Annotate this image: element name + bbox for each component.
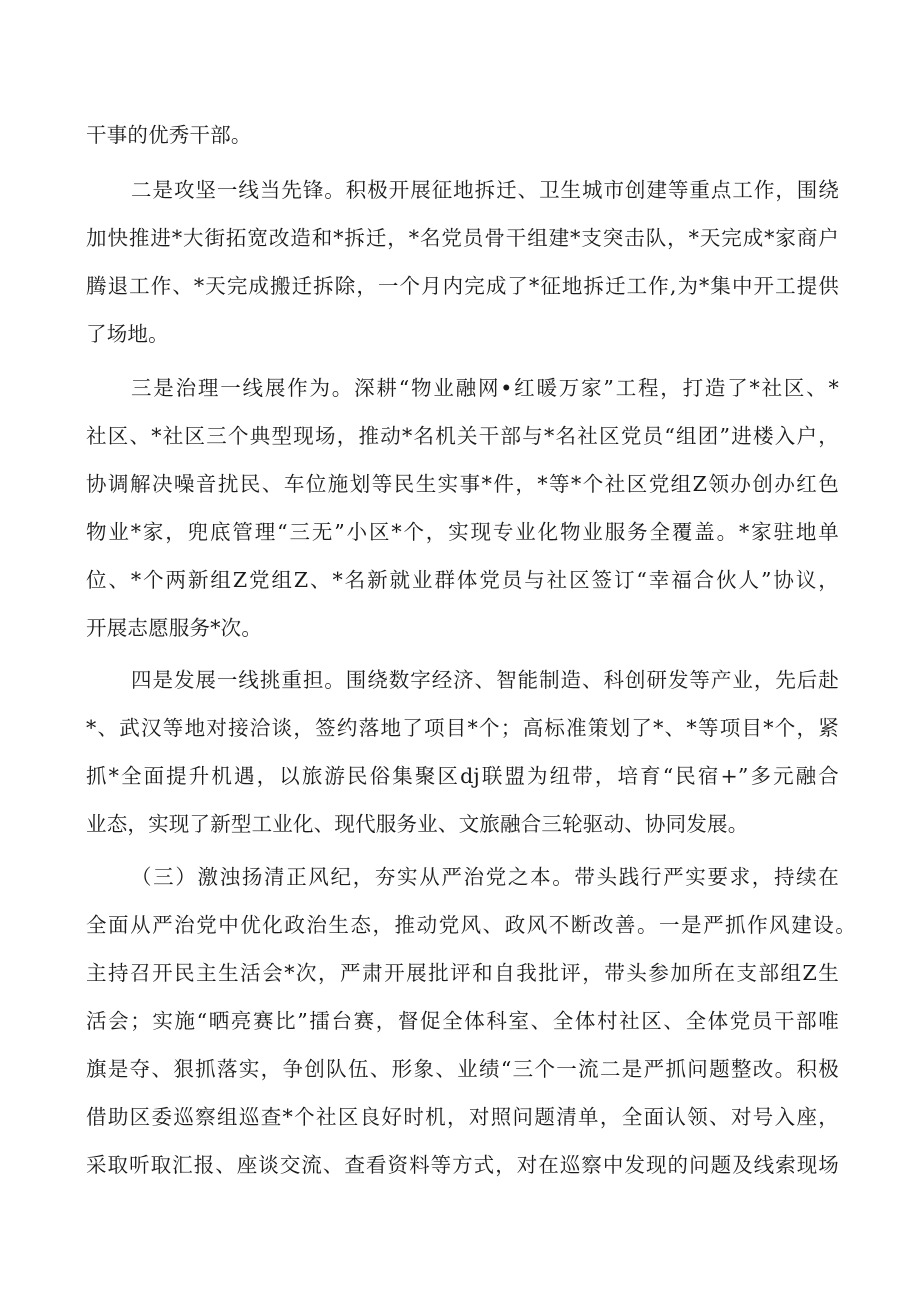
text-line: 采取听取汇报、座谈交流、查看资料等方式，对在巡察中发现的问题及线索现场 xyxy=(86,1153,839,1177)
text-line: 开展志愿服务*次。 xyxy=(86,616,263,640)
text-line: 二是攻坚一线当先锋。积极开展征地拆迁、卫生城市创建等重点工作，围绕 xyxy=(131,178,839,202)
text-line: （三）激浊扬清正风纪，夯实从严治党之本。带头践行严实要求，持续在 xyxy=(131,865,839,889)
text-line: 了场地。 xyxy=(86,322,169,346)
text-line: 旗是夺、狠抓落实，争创队伍、形象、业绩“三个一流二是严抓问题整改。积极 xyxy=(86,1057,839,1081)
text-line: 全面从严治党中优化政治生态，推动党风、政风不断改善。一是严抓作风建设。 xyxy=(86,913,856,937)
text-line: 三是治理一线展作为。深耕“物业融网•红暖万家”工程，打造了*社区、* xyxy=(131,376,839,400)
text-line: 主持召开民主生活会*次，严肃开展批评和自我批评，带头参加所在支部组Z生 xyxy=(86,961,839,985)
text-line: 位、*个两新组Z党组Z、*名新就业群体党员与社区签订“幸福合伙人”协议， xyxy=(86,568,839,592)
text-line: 活会；实施“晒亮赛比”擂台赛，督促全体科室、全体村社区、全体党员干部唯 xyxy=(86,1009,839,1033)
text-line: 借助区委巡察组巡查*个社区良好时机，对照问题清单，全面认领、对号入座， xyxy=(86,1105,839,1129)
text-line: 业态，实现了新型工业化、现代服务业、文旅融合三轮驱动、协同发展。 xyxy=(86,812,749,836)
text-line: 协调解决噪音扰民、车位施划等民生实事*件，*等*个社区党组Z领办创办红色 xyxy=(86,472,839,496)
text-line: 加快推进*大街拓宽改造和*拆迁，*名党员骨干组建*支突击队，*天完成*家商户 xyxy=(86,226,839,250)
text-line: 抓*全面提升机遇，以旅游民俗集聚区dj联盟为纽带，培育“民宿+”多元融合 xyxy=(86,764,839,788)
text-line: 社区、*社区三个典型现场，推动*名机关干部与*名社区党员“组团”进楼入户， xyxy=(86,424,839,448)
text-line: 干事的优秀干部。 xyxy=(86,123,252,147)
text-line: *、武汉等地对接洽谈，签约落地了项目*个；高标准策划了*、*等项目*个，紧 xyxy=(86,716,839,740)
text-line: 物业*家，兜底管理“三无”小区*个，实现专业化物业服务全覆盖。*家驻地单 xyxy=(86,520,839,544)
text-line: 四是发展一线挑重担。围绕数字经济、智能制造、科创研发等产业，先后赴 xyxy=(131,668,839,692)
text-line: 腾退工作、*天完成搬迁拆除，一个月内完成了*征地拆迁工作,为*集中开工提供 xyxy=(86,274,839,298)
